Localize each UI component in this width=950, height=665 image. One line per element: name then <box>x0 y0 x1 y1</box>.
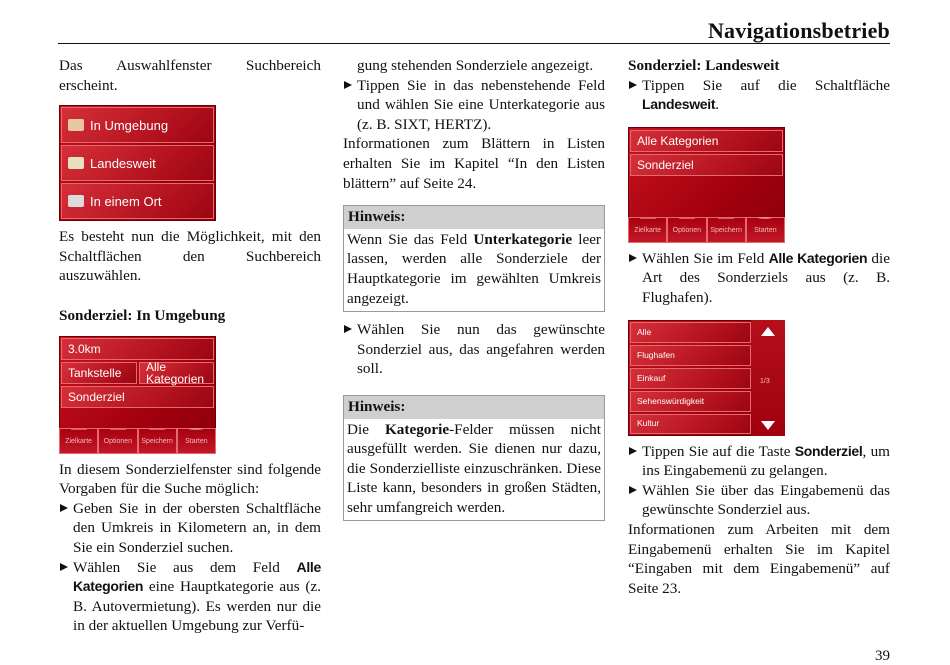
arrow-down-icon[interactable] <box>761 421 775 430</box>
hinweis-title: Hinweis: <box>344 206 604 229</box>
text: Tippen Sie auf die Schaltfläche <box>642 76 890 94</box>
list-item-alle[interactable]: Alle <box>630 322 751 343</box>
bullet-item <box>628 76 890 115</box>
screenshot-landesweit <box>628 127 785 243</box>
paragraph: Informationen zum Arbeiten mit dem Eingabemenü erhalten Sie im Kapitel “Eingaben mit dem Eingabemenü” auf Seite 23. <box>628 520 890 597</box>
button-in-umgebung[interactable] <box>61 107 214 143</box>
bullet-item: Wählen Sie nun das gewünschte Sonderziel aus, das angefahren werden soll. <box>343 320 605 379</box>
radius-field[interactable]: 3.0km <box>61 338 214 360</box>
bold-term: Landesweit <box>642 96 716 113</box>
column-2 <box>343 56 605 521</box>
list-page-indicator: 1/3 <box>760 377 770 385</box>
text: eine Hauptkategorie aus (z. B. Autovermietung). Es werden nur die in der aktuellen Umgebung zur Verfü- <box>73 578 321 635</box>
toolbar-label: Speichern <box>710 227 742 235</box>
toolbar-label: Optionen <box>103 437 133 445</box>
toolbar-speichern[interactable] <box>707 217 746 243</box>
text: Tippen Sie auf die Taste <box>642 442 795 460</box>
toolbar-zielkarte[interactable] <box>59 428 98 454</box>
section-heading: Sonderziel: In Umgebung <box>59 306 226 324</box>
toolbar-optionen[interactable] <box>98 428 137 454</box>
text: , um ins Eingabemenü zu gelangen. <box>642 442 890 480</box>
bold-term: Alle Kategorien <box>768 249 868 266</box>
paragraph: Es besteht nun die Möglichkeit, mit den Schaltflächen den Suchbereich auszuwählen. <box>59 228 321 285</box>
hinweis-body <box>344 419 604 521</box>
page-number: 39 <box>875 648 890 664</box>
flag-icon <box>68 157 84 169</box>
map-icon <box>71 429 87 430</box>
toolbar-label: Optionen <box>672 227 702 235</box>
save-icon <box>149 429 165 430</box>
bullet-item: Tippen Sie in das nebenstehende Feld und wählen Sie eine Unterkategorie aus (z. B. SIXT, HERTZ). <box>343 76 605 135</box>
arrow-up-icon[interactable] <box>761 327 775 336</box>
paragraph: Informationen zum Blättern in Listen erhalten Sie im Kapitel “In den Listen blättern” auf Seite 24. <box>343 135 605 192</box>
text: -Felder müssen nicht ausgefüllt werden. Sie dienen nur dazu, die Sonderzielliste einzuschränken. Diese Liste kann, besonders in großen Städten, sehr umfangreich werden. <box>347 420 601 516</box>
screenshot-in-umgebung <box>59 336 216 454</box>
toolbar-label: Speichern <box>141 437 173 445</box>
list-item-einkauf[interactable]: Einkauf <box>630 368 751 389</box>
toolbar-starten[interactable] <box>746 217 785 243</box>
text: die Art des Sonderziels aus (z. B. Flughafen). <box>642 249 890 306</box>
car-icon <box>110 429 126 430</box>
toolbar-label: Zielkarte <box>65 437 93 445</box>
map-icon <box>640 218 656 219</box>
tankstelle-field[interactable]: Tankstelle <box>61 362 137 384</box>
alle-kategorien-field[interactable]: Alle Kategorien <box>630 130 783 152</box>
toolbar-label: Zielkarte <box>634 227 662 235</box>
hinweis-body <box>344 229 604 311</box>
bullet-item <box>628 249 890 308</box>
screenshot-kategorie-liste <box>628 320 785 436</box>
page-header-title: Navigationsbetrieb <box>707 18 890 43</box>
paragraph: Das Auswahlfenster Suchbereich erscheint. <box>59 57 321 94</box>
screenshot-suchbereich <box>59 105 216 221</box>
list-item-flughafen[interactable]: Flughafen <box>630 345 751 366</box>
hinweis-box <box>343 395 605 522</box>
continued-text: gung stehenden Sonderziele angezeigt. <box>357 57 594 74</box>
bullet-item <box>628 442 890 481</box>
toolbar-label: Starten <box>754 227 777 235</box>
bold-term: Kategorie <box>384 420 450 438</box>
button-label: In einem Ort <box>90 193 162 209</box>
button-label: In Umgebung <box>90 117 169 133</box>
city-icon <box>68 195 84 207</box>
toolbar <box>59 428 216 454</box>
paragraph: In diesem Sonderzielfenster sind folgende Vorgaben für die Suche möglich: <box>59 460 321 498</box>
bullet-item: Wählen Sie über das Eingabemenü das gewünschte Sonderziel aus. <box>628 481 890 520</box>
text: Wählen Sie im Feld <box>642 249 769 267</box>
bold-term: Alle Kategorien <box>73 558 321 595</box>
sonderziel-field[interactable]: Sonderziel <box>630 154 783 176</box>
list-scrollbar[interactable] <box>751 320 785 436</box>
toolbar-starten[interactable] <box>177 428 216 454</box>
car-icon <box>679 218 695 219</box>
text: Wenn Sie das Feld <box>347 230 474 248</box>
text: Die <box>347 420 385 438</box>
sonderziel-field[interactable]: Sonderziel <box>61 386 214 408</box>
list-item-kultur[interactable]: Kultur <box>630 414 751 434</box>
text: . <box>715 96 720 114</box>
button-in-einem-ort[interactable] <box>61 183 214 219</box>
toolbar <box>628 217 785 243</box>
toolbar-optionen[interactable] <box>667 217 706 243</box>
start-icon <box>189 428 203 430</box>
alle-kategorien-field[interactable]: Alle Kategorien <box>139 362 214 384</box>
house-icon <box>68 119 84 131</box>
column-3 <box>628 56 890 598</box>
header-rule <box>58 43 890 44</box>
list-item-sehenswuerdigkeit[interactable]: Sehenswürdigkeit <box>630 391 751 412</box>
bullet-item: Geben Sie in der obersten Schaltfläche den Umkreis in Kilometern an, in dem Sie ein Sonderziel suchen. <box>59 499 321 558</box>
toolbar-zielkarte[interactable] <box>628 217 667 243</box>
text: leer lassen, werden alle Sonderziele der Hauptkategorie im gewählten Umkreis angezeigt. <box>347 230 601 307</box>
bold-term: Unterkategorie <box>473 230 573 248</box>
bullet-item <box>59 558 321 636</box>
hinweis-box <box>343 205 605 312</box>
column-1 <box>59 56 321 636</box>
section-heading: Sonderziel: Landesweit <box>628 57 780 74</box>
save-icon <box>718 218 734 219</box>
bold-term: Sonderziel <box>794 442 863 459</box>
start-icon <box>758 217 772 219</box>
text: Wählen Sie aus dem Feld <box>73 558 297 576</box>
hinweis-title: Hinweis: <box>344 396 604 419</box>
button-label: Landesweit <box>90 155 156 171</box>
button-landesweit[interactable] <box>61 145 214 181</box>
toolbar-speichern[interactable] <box>138 428 177 454</box>
toolbar-label: Starten <box>185 437 208 445</box>
